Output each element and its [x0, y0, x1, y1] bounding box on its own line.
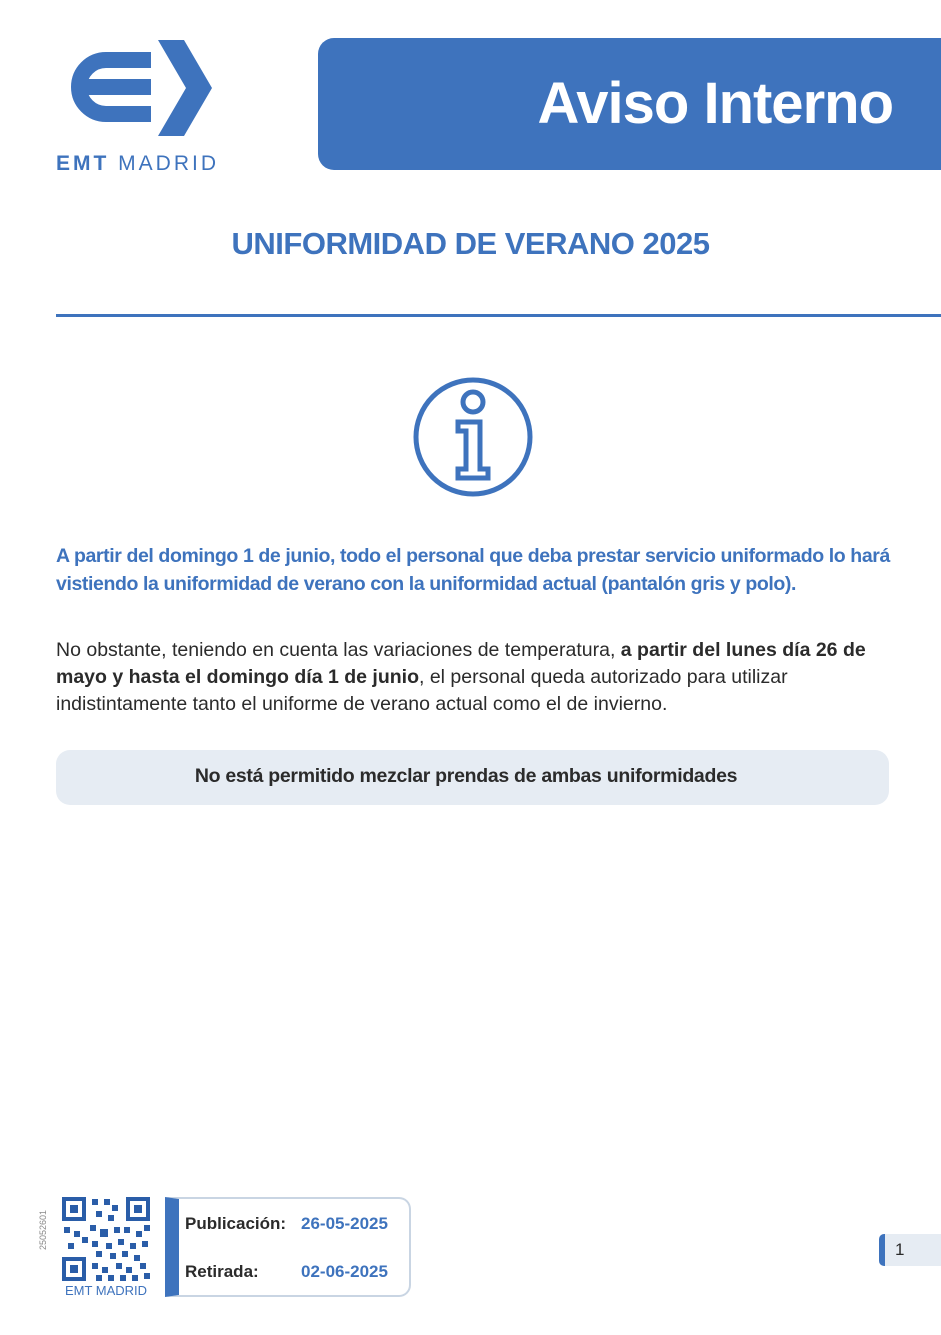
document-id: 25052601 [38, 1209, 48, 1250]
emt-e-arrow-icon [66, 36, 216, 146]
document-title: UNIFORMIDAD DE VERANO 2025 [231, 226, 710, 261]
notice-box [56, 750, 889, 805]
title-divider [56, 314, 941, 317]
main-announcement: A partir del domingo 1 de junio, todo el personal que deba prestar servicio uniformado lo hará vistiendo la uniformidad de verano con la uniformidad actual (pantalón gris y polo). [56, 545, 890, 595]
withdrawal-label: Retirada: [185, 1262, 259, 1281]
authorized-period: a partir del lunes día 26 de mayo y hasta el domingo día 1 de junio [56, 639, 866, 688]
notice-text: No está permitido mezclar prendas de ambas uniformidades [194, 765, 738, 787]
page-number-tab [879, 1234, 941, 1266]
info-icon [410, 374, 536, 505]
header-banner [318, 38, 941, 170]
withdrawal-date: 02-06-2025 [301, 1262, 388, 1281]
banner-title: Aviso Interno [537, 71, 893, 136]
logo-brand-text: EMT MADRID [56, 152, 220, 175]
emt-madrid-logo [56, 36, 231, 181]
publication-dates-box [165, 1197, 411, 1297]
publication-label: Publicación: [185, 1214, 287, 1233]
temperature-exception-paragraph: No obstante, teniendo en cuenta las variaciones de temperatura, a partir del lunes día 26 de mayo y hasta el domingo día 1 de junio, el personal queda autorizado para utilizar indistintamente tanto el uniforme de verano actual como el de invierno. [56, 639, 866, 715]
qr-label: EMT MADRID [64, 1283, 148, 1298]
withdrawal-row [185, 1262, 388, 1282]
page-number: 1 [895, 1240, 905, 1259]
qr-code [62, 1197, 150, 1286]
publication-date: 26-05-2025 [301, 1214, 388, 1233]
publication-row [185, 1214, 388, 1234]
